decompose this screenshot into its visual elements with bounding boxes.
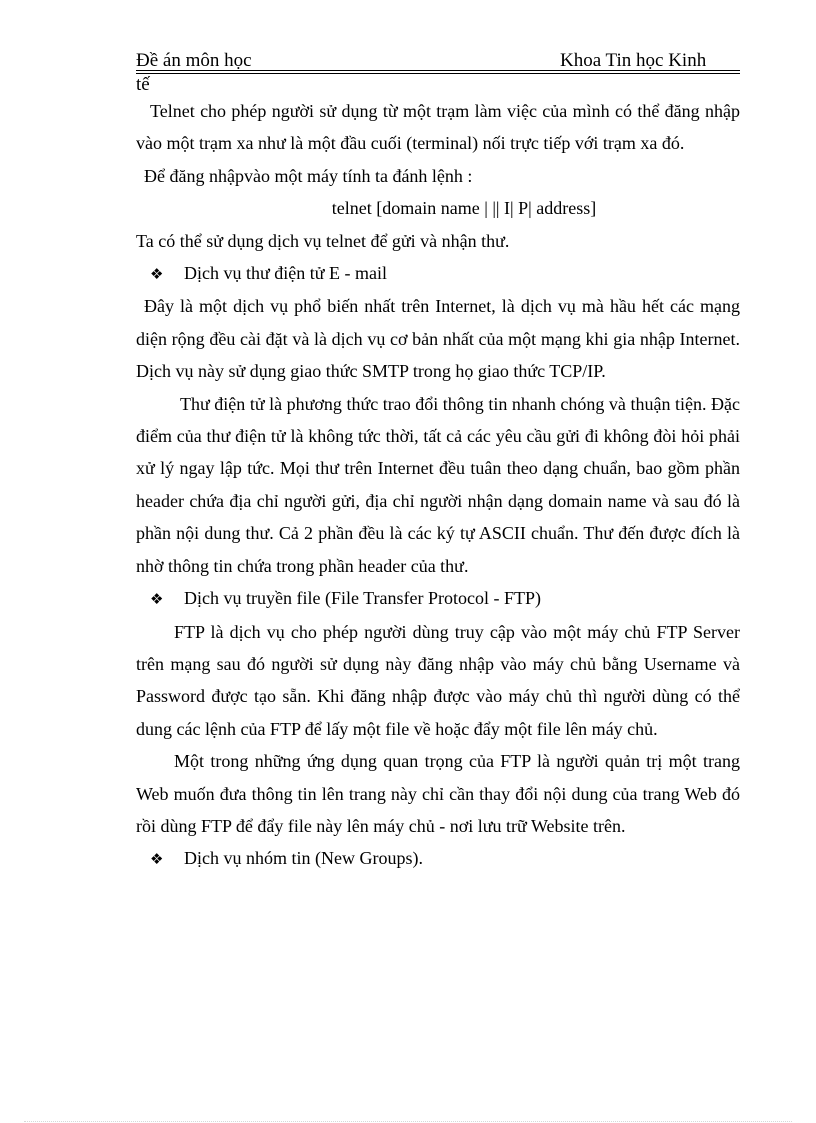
paragraph-telnet-intro: Telnet cho phép người sử dụng từ một trạm làm việc của mình có thể đăng nhập vào một trạm xa như là một đầu cuối (terminal) nối trực tiếp với trạm xa đó. [136,101,740,154]
page-header [136,50,740,72]
diamond-bullet-icon: ❖ [150,265,164,284]
paragraph-email-features: Thư điện tử là phương thức trao đổi thông tin nhanh chóng và thuận tiện. Đặc điểm của thư điện tử là không tức thời, tất cả các yêu cầu gửi đi không đòi hỏi phải xử lý ngay lập tức. Mọi thư trên Internet đều tuân theo dạng chuẩn, bao gồm phần header chứa địa chỉ người gửi, địa chỉ người nhận dạng domain name và sau đó là phần nội dung thư. Cả 2 phần đều là các ký tự ASCII chuẩn. Thư đến được đích là nhờ thông tin chứa trong phần header của thư. [136,393,740,576]
diamond-bullet-icon: ❖ [150,590,164,609]
header-course-title: Đề án môn học [136,50,252,71]
header-faculty-wrap: tế [136,74,150,95]
diamond-bullet-icon: ❖ [150,850,164,869]
paragraph-ftp-usage: Một trong những ứng dụng quan trọng của FTP là người quản trị một trang Web muốn đưa thông tin lên trang này chỉ cần thay đổi nội dung của trang Web đó rồi dùng FTP để đẩy file này lên máy chủ - nơi lưu trữ Website trên. [136,751,740,836]
bullet-email-heading [136,257,740,290]
bullet-ftp-text: Dịch vụ truyền file (File Transfer Protocol - FTP) [184,588,541,609]
header-faculty-name: Khoa Tin học Kinh [560,50,707,71]
paragraph-login-command-intro: Để đăng nhậpvào một máy tính ta đánh lệnh : [144,165,473,186]
bullet-ftp-heading [136,582,740,615]
bullet-newsgroups-text: Dịch vụ nhóm tin (New Groups). [184,848,423,869]
header-rule-bottom [136,73,740,74]
telnet-command-line: telnet [domain name | || I| P| address] [331,198,597,219]
paragraph-email-description: Đây là một dịch vụ phổ biến nhất trên Internet, là dịch vụ mà hầu hết các mạng diện rộng đều cài đặt và là dịch vụ cơ bản nhất của một mạng khi gia nhập Internet. Dịch vụ này sử dụng giao thức SMTP trong họ giao thức TCP/IP. [136,296,740,382]
paragraph-ftp-description: FTP là dịch vụ cho phép người dùng truy cập vào một máy chủ FTP Server trên mạng sau đó người sử dụng này đăng nhập vào máy chủ bằng Username và Password được tạo sẵn. Khi đăng nhập được vào máy chủ thì người dùng có thể dung các lệnh của FTP để lấy một file về hoặc đẩy một file lên máy chủ. [136,621,740,739]
page-body [136,95,740,876]
header-rule-top [136,70,740,71]
paragraph-telnet-mail: Ta có thể sử dụng dịch vụ telnet để gửi và nhận thư. [136,230,510,251]
bullet-email-text: Dịch vụ thư điện tử E - mail [184,263,387,284]
bullet-newsgroups-heading [136,842,740,875]
page-bottom-edge [24,1121,792,1122]
